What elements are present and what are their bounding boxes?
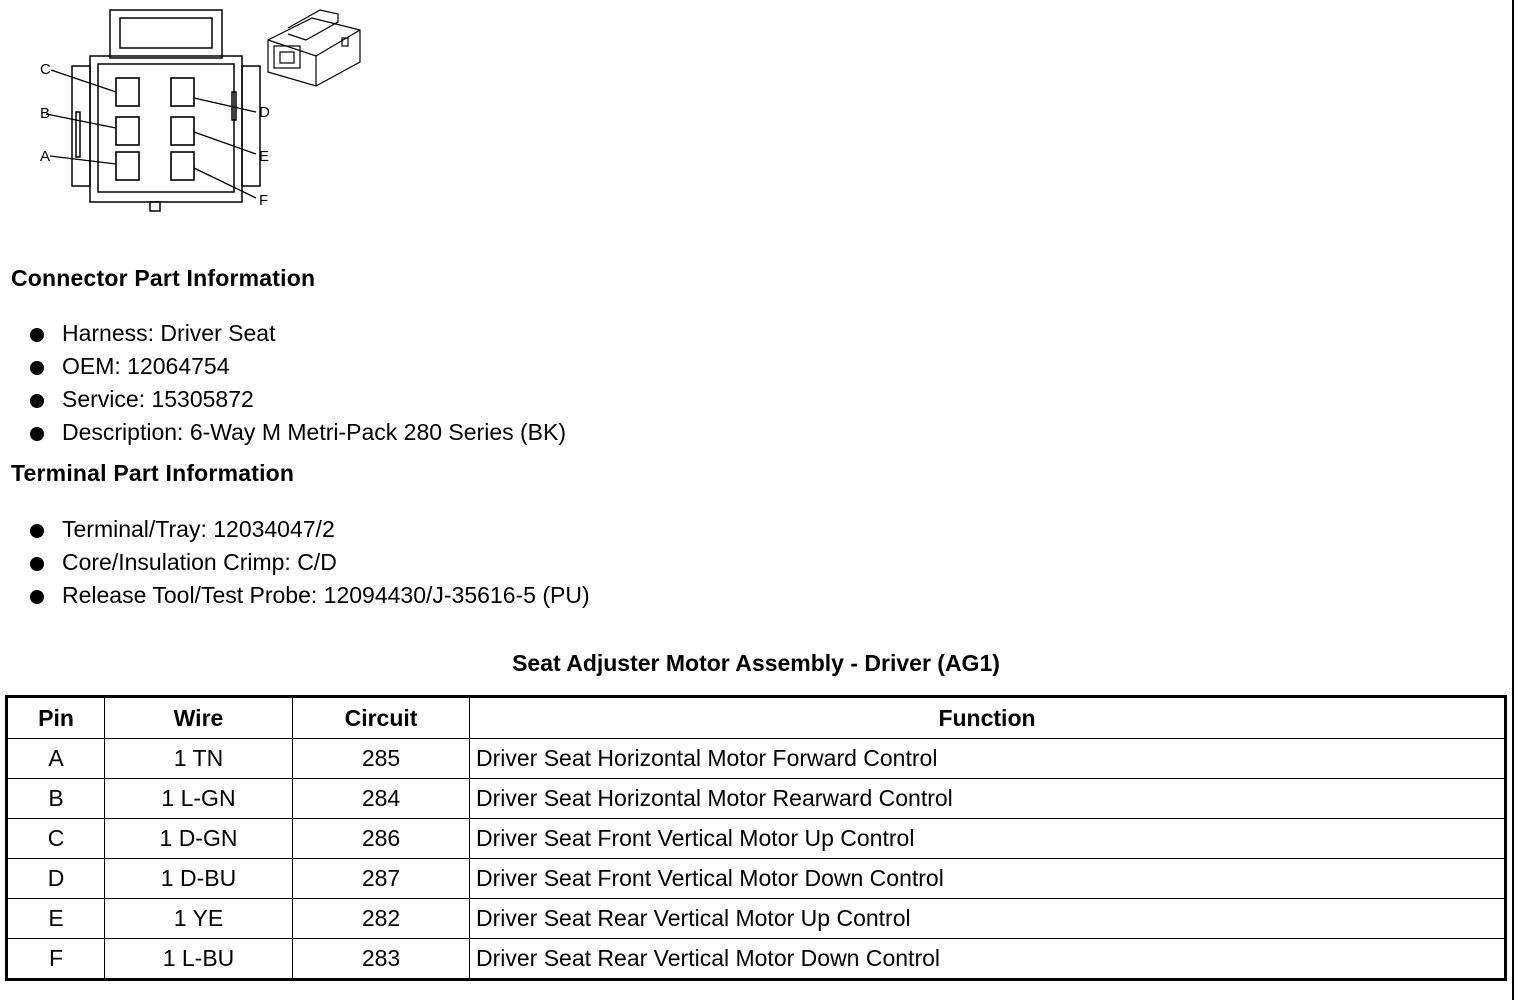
connector-isometric-thumbnail [268,10,360,86]
cell-wire: 1 L-BU [105,939,293,980]
pin-label-b: B [40,105,51,122]
cell-pin: B [7,779,105,819]
cell-circuit: 282 [293,899,470,939]
cell-wire: 1 D-BU [105,859,293,899]
cell-circuit: 286 [293,819,470,859]
cell-circuit: 287 [293,859,470,899]
cavity-b [116,117,139,145]
pinout-table-title: Seat Adjuster Motor Assembly - Driver (AG1) [512,650,1000,676]
table-row [7,939,1506,980]
header-pin: Pin [7,697,105,739]
terminal-part-info-list [28,513,590,612]
pin-label-f: F [259,192,269,209]
table-row [7,819,1506,859]
list-item: Core/Insulation Crimp: C/D [28,546,590,579]
header-wire: Wire [105,697,293,739]
list-item: OEM: 12064754 [28,350,566,383]
cell-function: Driver Seat Rear Vertical Motor Down Control [470,939,1506,980]
page-right-border [1512,0,1514,1000]
cell-pin: D [7,859,105,899]
cell-function: Driver Seat Front Vertical Motor Up Control [470,819,1506,859]
cell-circuit: 283 [293,939,470,980]
cavity-a [116,152,139,180]
cell-wire: 1 D-GN [105,819,293,859]
cavity-e [171,117,194,145]
cell-wire: 1 L-GN [105,779,293,819]
cell-pin: A [7,739,105,779]
connector-part-info-list [28,317,566,449]
cell-function: Driver Seat Rear Vertical Motor Up Control [470,899,1506,939]
connector-face-diagram [20,0,380,220]
header-circuit: Circuit [293,697,470,739]
pinout-table [5,695,1507,981]
header-function: Function [470,697,1506,739]
pin-label-a: A [40,148,51,165]
connector-part-info-heading: Connector Part Information [11,265,316,291]
list-item: Description: 6-Way M Metri-Pack 280 Series (BK) [28,416,566,449]
list-item: Service: 15305872 [28,383,566,416]
table-row [7,779,1506,819]
cell-pin: E [7,899,105,939]
pin-label-c: C [40,61,51,78]
cell-pin: C [7,819,105,859]
table-row [7,859,1506,899]
cavity-f [171,152,194,180]
cell-function: Driver Seat Horizontal Motor Forward Control [470,739,1506,779]
terminal-part-info-heading: Terminal Part Information [11,460,295,486]
table-row [7,739,1506,779]
cell-wire: 1 YE [105,899,293,939]
cell-wire: 1 TN [105,739,293,779]
pin-label-d: D [259,104,270,121]
cavity-d [171,78,194,106]
cell-function: Driver Seat Front Vertical Motor Down Control [470,859,1506,899]
cell-pin: F [7,939,105,980]
table-header-row [7,697,1506,739]
table-row [7,899,1506,939]
pin-label-e: E [259,148,270,165]
cell-function: Driver Seat Horizontal Motor Rearward Control [470,779,1506,819]
cavity-c [116,78,139,106]
cell-circuit: 284 [293,779,470,819]
list-item: Terminal/Tray: 12034047/2 [28,513,590,546]
list-item: Harness: Driver Seat [28,317,566,350]
list-item: Release Tool/Test Probe: 12094430/J-35616-5 (PU) [28,579,590,612]
cell-circuit: 285 [293,739,470,779]
